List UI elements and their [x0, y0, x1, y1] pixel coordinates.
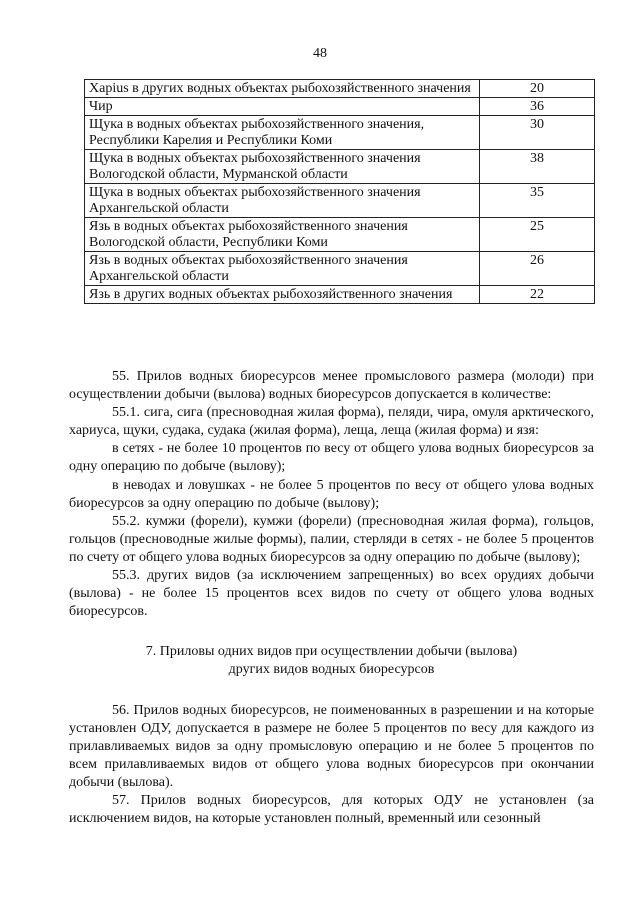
table-row: [85, 218, 595, 252]
paragraph-55-2: 55.2. кумжи (форели), кумжи (форели) (пресноводная жилая форма), гольцов, гольцов (пресноводные жилые формы), палии, стерляди в сетях - не более 5 процентов по счету от общего улова водных биоресурсов за одну операцию по добыче (вылову);: [69, 513, 594, 565]
paragraph-55-1-seines: в неводах и ловушках - не более 5 процентов по весу от общего улова водных биоресурсов за одну операцию по добыче (вылову);: [69, 477, 594, 511]
section-heading: [69, 643, 594, 679]
table-row: [85, 116, 595, 150]
section-heading-line-2: других видов водных биоресурсов: [228, 662, 435, 678]
value-cell: 36: [480, 98, 595, 116]
species-cell: Харius в других водных объектах рыбохозяйственного значения: [85, 80, 480, 98]
value-cell: 38: [480, 150, 595, 184]
paragraph-55-3: 55.3. других видов (за исключением запрещенных) во всех орудиях добычи (вылова) - не более 15 процентов всех видов по счету от общего улова водных биоресурсов.: [69, 568, 594, 620]
species-cell: Щука в водных объектах рыбохозяйственного значения, Республики Карелия и Республики Коми: [85, 116, 480, 150]
species-cell: Язь в других водных объектах рыбохозяйственного значения: [85, 286, 480, 304]
bycatch-table: [84, 79, 595, 304]
table-row: [85, 286, 595, 304]
section-heading-line-1: 7. Приловы одних видов при осуществлении добычи (вылова): [145, 644, 518, 660]
value-cell: 20: [480, 80, 595, 98]
table-row: [85, 150, 595, 184]
species-cell: Язь в водных объектах рыбохозяйственного значения Архангельской области: [85, 252, 480, 286]
species-cell: Щука в водных объектах рыбохозяйственного значения Архангельской области: [85, 184, 480, 218]
table-row: [85, 252, 595, 286]
paragraph-55: 55. Прилов водных биоресурсов менее промыслового размера (молоди) при осуществлении добычи (вылова) водных биоресурсов допускается в количестве:: [69, 369, 594, 403]
paragraph-57: 57. Прилов водных биоресурсов, для которых ОДУ не установлен (за исключением видов, на которые установлен полный, временный или сезонный: [69, 792, 594, 827]
value-cell: 30: [480, 116, 595, 150]
table-row: [85, 80, 595, 98]
species-cell: Щука в водных объектах рыбохозяйственного значения Вологодской области, Мурманской области: [85, 150, 480, 184]
value-cell: 35: [480, 184, 595, 218]
value-cell: 22: [480, 286, 595, 304]
table-row: [85, 184, 595, 218]
species-cell: Язь в водных объектах рыбохозяйственного значения Вологодской области, Республики Коми: [85, 218, 480, 252]
paragraph-55-1: 55.1. сига, сига (пресноводная жилая форма), пеляди, чира, омуля арктического, хариуса, щуки, судака, судака (жилая форма), леща, леща (жилая форма) и язя:: [69, 405, 594, 439]
body-text: [69, 368, 594, 828]
value-cell: 25: [480, 218, 595, 252]
table-row: [85, 98, 595, 116]
paragraph-55-1-nets: в сетях - не более 10 процентов по весу от общего улова водных биоресурсов за одну операцию по добыче (вылову);: [69, 441, 594, 475]
page-number: 48: [313, 46, 327, 61]
table-body: [85, 80, 595, 304]
paragraph-56: 56. Прилов водных биоресурсов, не поименованных в разрешении и на которые установлен ОДУ, допускается в размере не более 5 процентов по весу для каждого из прилавливаемых видов за одну промысловую операцию и не более 5 процентов по всем прилавливаемых видов от общего улова водных биоресурсов при окончании добычи (вылова).: [69, 702, 594, 790]
value-cell: 26: [480, 252, 595, 286]
species-cell: Чир: [85, 98, 480, 116]
